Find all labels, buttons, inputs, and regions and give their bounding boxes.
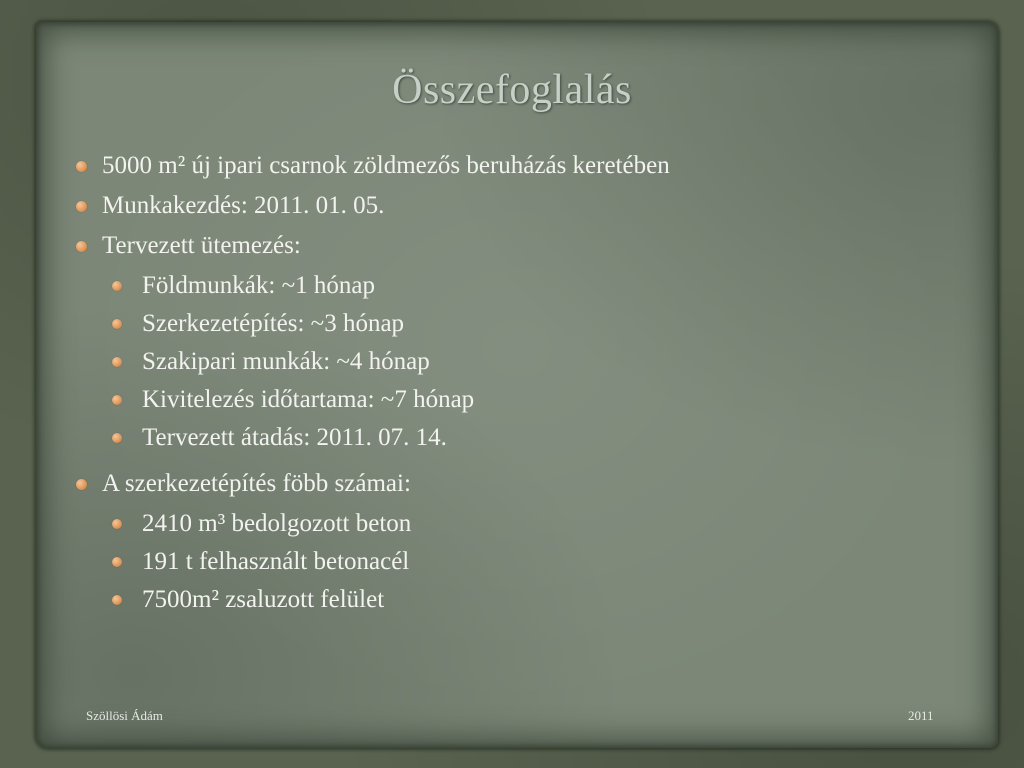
sub-bullet-icon (112, 357, 122, 367)
slide-content (72, 147, 972, 627)
sub-bullet-item (72, 543, 972, 581)
bullet-list (72, 465, 972, 503)
sub-bullet-item (72, 267, 972, 305)
bullet-text: A szerkezetépítés föbb számai: (102, 470, 411, 497)
bullet-icon (76, 241, 87, 252)
footer-year: 2011 (908, 708, 934, 723)
sub-bullet-icon (112, 519, 122, 529)
sub-bullet-text: 191 t felhasznált betonacél (142, 548, 410, 575)
sub-bullet-icon (112, 281, 122, 291)
sub-bullet-list (72, 267, 972, 457)
footer-author: Szöllösi Ádám (86, 708, 163, 723)
sub-bullet-item (72, 419, 972, 457)
sub-bullet-text: Szerkezetépítés: ~3 hónap (142, 310, 405, 337)
bullet-list (72, 147, 972, 265)
bullet-icon (76, 161, 87, 172)
bullet-text: Tervezett ütemezés: (102, 232, 301, 259)
bullet-text: Munkakezdés: 2011. 01. 05. (102, 192, 385, 219)
sub-bullet-icon (112, 319, 122, 329)
sub-bullet-text: Földmunkák: ~1 hónap (142, 272, 375, 299)
sub-bullet-icon (112, 595, 122, 605)
bullet-icon (76, 201, 87, 212)
sub-bullet-item (72, 381, 972, 419)
sub-bullet-text: Tervezett átadás: 2011. 07. 14. (142, 424, 447, 451)
sub-bullet-icon (112, 395, 122, 405)
sub-bullet-text: 7500m² zsaluzott felület (142, 586, 385, 613)
bullet-icon (76, 479, 87, 490)
sub-bullet-list (72, 505, 972, 619)
sub-bullet-item (72, 343, 972, 381)
bullet-item (72, 227, 972, 265)
slide-title: Összefoglalás (392, 67, 632, 113)
bullet-item (72, 147, 972, 185)
sub-bullet-item (72, 505, 972, 543)
sub-bullet-item (72, 581, 972, 619)
bullet-item (72, 465, 972, 503)
sub-bullet-icon (112, 557, 122, 567)
sub-bullet-text: Kivitelezés időtartama: ~7 hónap (142, 386, 475, 413)
sub-bullet-text: Szakipari munkák: ~4 hónap (142, 348, 430, 375)
sub-bullet-text: 2410 m³ bedolgozott beton (142, 510, 412, 537)
sub-bullet-item (72, 305, 972, 343)
bullet-item (72, 187, 972, 225)
sub-bullet-icon (112, 433, 122, 443)
bullet-text: 5000 m² új ipari csarnok zöldmezős beruházás keretében (102, 152, 670, 179)
